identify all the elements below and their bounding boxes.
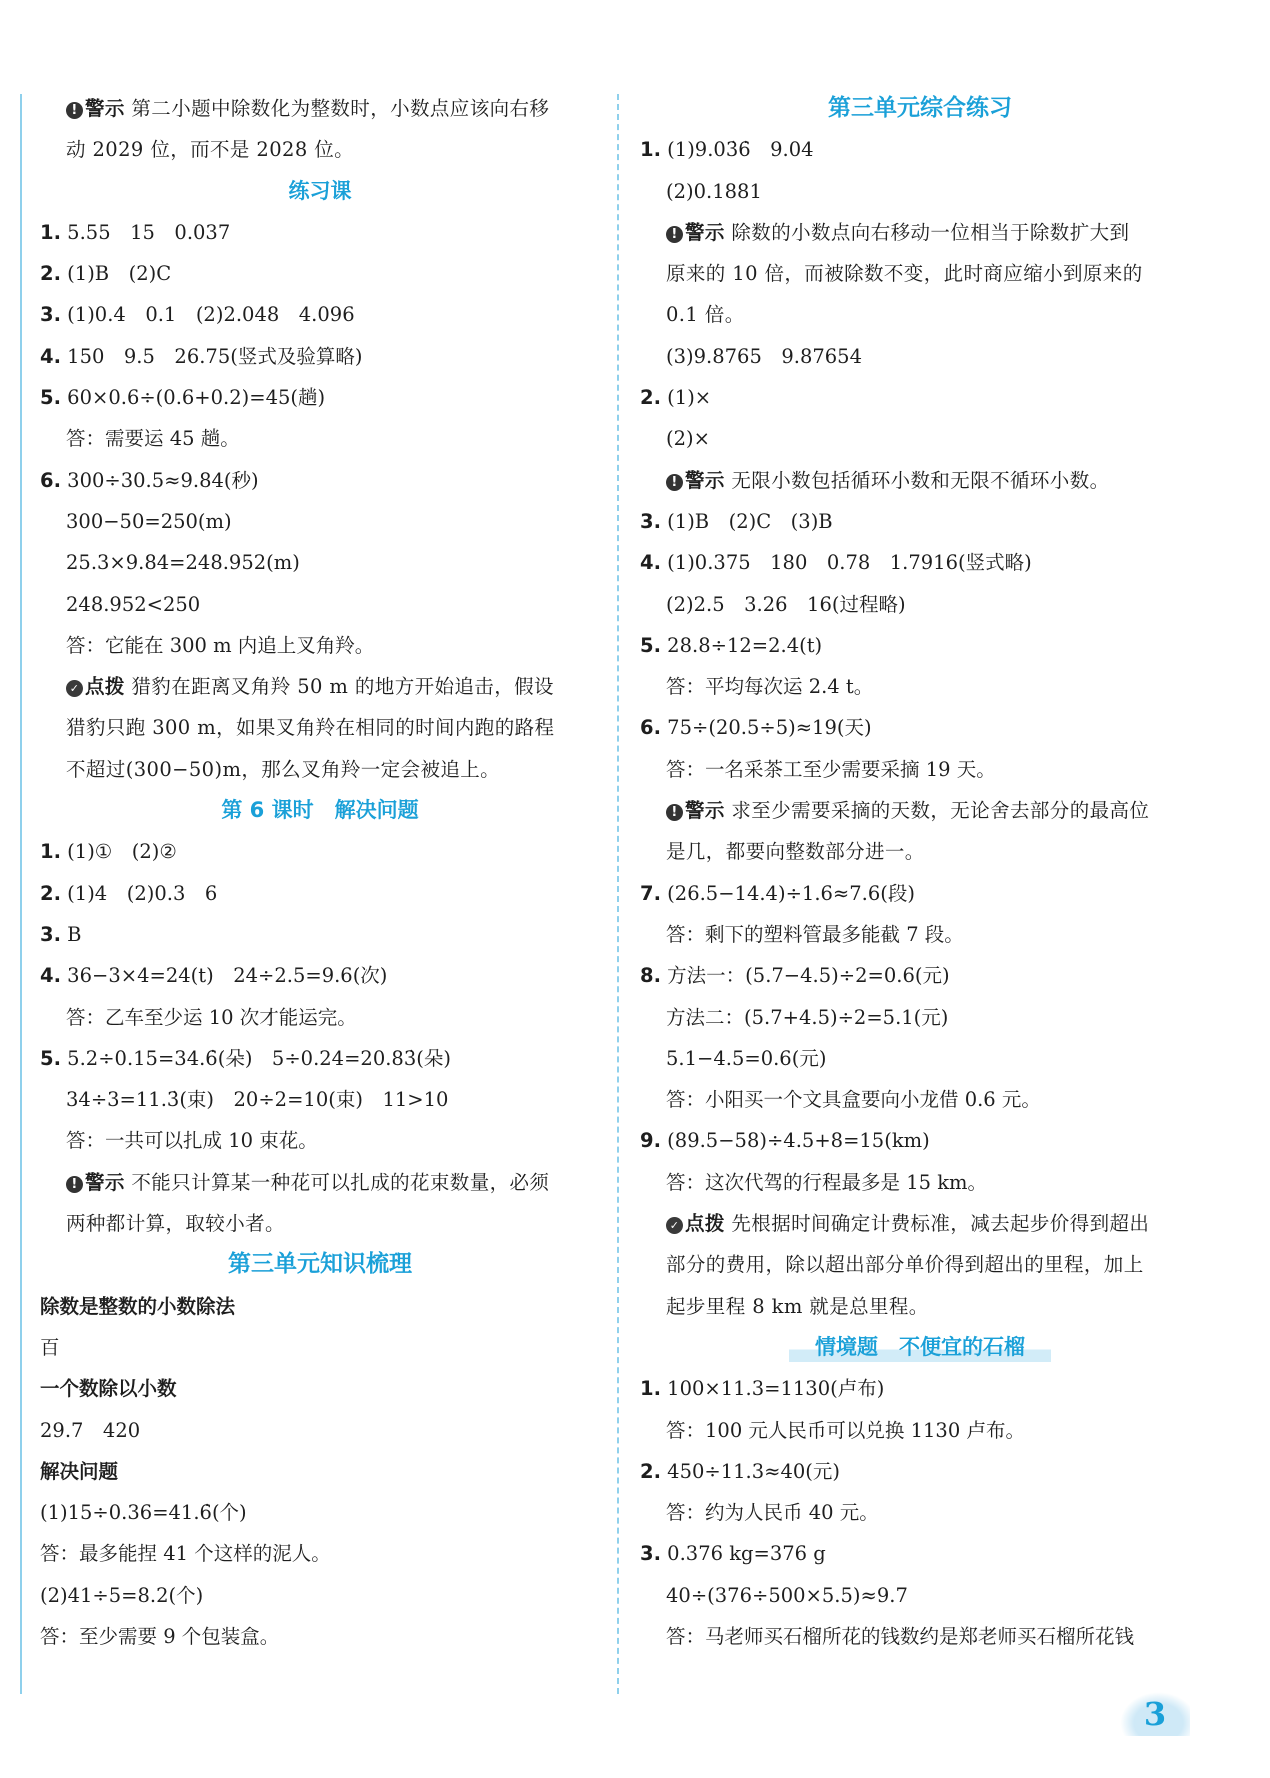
left-border (20, 94, 22, 1694)
exclamation-icon: ! (666, 474, 683, 491)
answer-line: 300−50=250(m) (66, 509, 232, 533)
summary-line: (1)15÷0.36=41.6̇(个) (40, 1501, 247, 1525)
answer-item: 8. 方法一：(5.7−4.5)÷2=0.6(元) (640, 964, 950, 988)
warning-note: ! 警示 无限小数包括循环小数和无限不循环小数。 (640, 460, 1200, 501)
answer-item: 4. 36−3×4=24(t) 24÷2.5=9.6(次) (40, 964, 388, 988)
answer-item: 6. 75÷(20.5÷5)≈19(天) (640, 716, 872, 740)
answer-line: (3)9.8765 9.87654 (666, 344, 862, 368)
warning-note-cont: 是几，都要向整数部分进一。 (666, 840, 925, 864)
answer-line: 答：它能在 300 m 内追上叉角羚。 (66, 633, 375, 657)
answer-item: 5. 28.8÷12=2.4(t) (640, 633, 823, 657)
page-number: 3 (1120, 1692, 1190, 1736)
answer-item: 4. (1)0.375 180 0.78 1.7916(竖式略) (640, 551, 1032, 575)
section-title-scenario (640, 1327, 1200, 1368)
answer-line: 答：需要运 45 趟。 (66, 427, 240, 451)
answer-line: 答：马老师买石榴所花的钱数约是郑老师买石榴所花钱 (666, 1624, 1135, 1648)
warning-note-cont: 0.1 倍。 (666, 303, 745, 327)
exclamation-icon: ! (66, 1176, 83, 1193)
answer-line: 答：这次代驾的行程最多是 15 km。 (666, 1170, 988, 1194)
answer-line: (2)0.1881 (666, 179, 762, 203)
warning-note: ! 警示 不能只计算某一种花可以扎成的花束数量，必须 (40, 1162, 600, 1203)
answer-item: 3. (1)0.4 0.1 (2)2.048 4.096 (40, 303, 355, 327)
answer-line: (2)2.5 3.26 16(过程略) (666, 592, 906, 616)
answer-line: 答：小阳买一个文具盒要向小龙借 0.6 元。 (666, 1088, 1041, 1112)
section-title-unit-practice: 第三单元综合练习 (828, 95, 1012, 121)
summary-heading: 除数是整数的小数除法 (40, 1294, 236, 1318)
summary-line: 答：至少需要 9 个包装盒。 (40, 1624, 280, 1648)
answer-item: 1. 100×11.3=1130(卢布) (640, 1377, 885, 1401)
column-divider (617, 94, 619, 1694)
answer-item: 2. (1)4 (2)0.3 6 (40, 881, 218, 905)
tip-note: ✓ 点拨 先根据时间确定计费标准，减去起步价得到超出 (640, 1203, 1200, 1244)
answer-item: 5. 60×0.6÷(0.6+0.2)=45(趟) (40, 386, 326, 410)
right-column (640, 88, 1200, 1657)
answer-line: 25.3×9.84=248.952(m) (66, 551, 300, 575)
summary-line: (2)41÷5=8.2(个) (40, 1583, 204, 1607)
warning-note: ! 警示 除数的小数点向右移动一位相当于除数扩大到 (640, 212, 1200, 253)
answer-line: 248.952<250 (66, 592, 201, 616)
section-title-summary: 第三单元知识梳理 (228, 1251, 412, 1278)
answer-line: (2)× (666, 427, 710, 451)
tip-note-cont: 部分的费用，除以超出部分单价得到超出的里程，加上 (666, 1253, 1144, 1277)
section-title-practice: 练习课 (288, 178, 352, 203)
answer-item: 7. (26.5−14.4)÷1.6≈7.6(段) (640, 881, 915, 905)
exclamation-icon: ! (66, 102, 83, 119)
answer-line: 方法二：(5.7+4.5)÷2=5.1(元) (666, 1005, 949, 1029)
answer-item: 9. (89.5−58)÷4.5+8=15(km) (640, 1129, 930, 1153)
answer-item: 6. 300÷30.5≈9.84(秒) (40, 468, 259, 492)
answer-item: 1. (1)① (2)② (40, 840, 177, 864)
answer-line: 34÷3=11.3̇(束) 20÷2=10(束) 11>10 (66, 1088, 449, 1112)
answer-line: 5.1−4.5=0.6(元) (666, 1046, 827, 1070)
left-column (40, 88, 600, 1657)
summary-heading: 一个数除以小数 (40, 1377, 177, 1401)
check-icon: ✓ (66, 680, 83, 697)
section-title-lesson6: 第 6 课时 解决问题 (221, 798, 419, 823)
answer-item: 5. 5.2÷0.15=34.6̇(朵) 5÷0.24=20.83̇(朵) (40, 1046, 451, 1070)
answer-item: 1. 5.55 15 0.037 (40, 220, 231, 244)
answer-line: 答：一名采茶工至少需要采摘 19 天。 (666, 757, 996, 781)
exclamation-icon: ! (666, 226, 683, 243)
answer-line: 答：约为人民币 40 元。 (666, 1501, 879, 1525)
answer-item: 2. 450÷11.3≈40(元) (640, 1459, 841, 1483)
answer-line: 答：100 元人民币可以兑换 1130 卢布。 (666, 1418, 1025, 1442)
answer-line: 答：平均每次运 2.4 t。 (666, 675, 874, 699)
scenario-title-text: 情境题 不便宜的石榴 (789, 1327, 1051, 1368)
exclamation-icon: ! (666, 804, 683, 821)
summary-line: 29.7 420 (40, 1418, 141, 1442)
check-icon: ✓ (666, 1217, 683, 1234)
answer-line: 答：一共可以扎成 10 束花。 (66, 1129, 318, 1153)
answer-item: 2. (1)B (2)C (40, 262, 172, 286)
tip-note-cont: 猎豹只跑 300 m，如果叉角羚在相同的时间内跑的路程 (66, 716, 555, 740)
answer-item: 1. (1)9.03̇6̇ 9.04 (640, 138, 814, 162)
warning-note: ! 警示 求至少需要采摘的天数，无论舍去部分的最高位 (640, 790, 1200, 831)
tip-note-cont: 起步里程 8 km 就是总里程。 (666, 1294, 929, 1318)
answer-item: 4. 150 9.5 26.75(竖式及验算略) (40, 344, 363, 368)
answer-item: 3. B (40, 922, 82, 946)
tip-note: ✓ 点拨 猎豹在距离叉角羚 50 m 的地方开始追击，假设 (40, 666, 600, 707)
answer-item: 3. 0.376 kg=376 g (640, 1542, 826, 1566)
warning-note: ! 警示 第二小题中除数化为整数时，小数点应该向右移 (40, 88, 600, 129)
warning-note-cont: 两种都计算，取较小者。 (66, 1212, 285, 1236)
answer-line: 答：乙车至少运 10 次才能运完。 (66, 1005, 357, 1029)
summary-heading: 解决问题 (40, 1459, 119, 1483)
answer-line: 答：剩下的塑料管最多能截 7 段。 (666, 922, 964, 946)
warning-note-cont: 原来的 10 倍，而被除数不变，此时商应缩小到原来的 (666, 262, 1143, 286)
warning-note-cont: 动 2029 位，而不是 2028 位。 (66, 138, 355, 162)
summary-line: 百 (40, 1335, 60, 1359)
answer-item: 2. (1)× (640, 386, 712, 410)
tip-note-cont: 不超过(300−50)m，那么叉角羚一定会被追上。 (66, 757, 501, 781)
summary-line: 答：最多能捏 41 个这样的泥人。 (40, 1542, 331, 1566)
answer-line: 40÷(376÷500×5.5)≈9.7 (666, 1583, 908, 1607)
answer-item: 3. (1)B (2)C (3)B (640, 509, 833, 533)
